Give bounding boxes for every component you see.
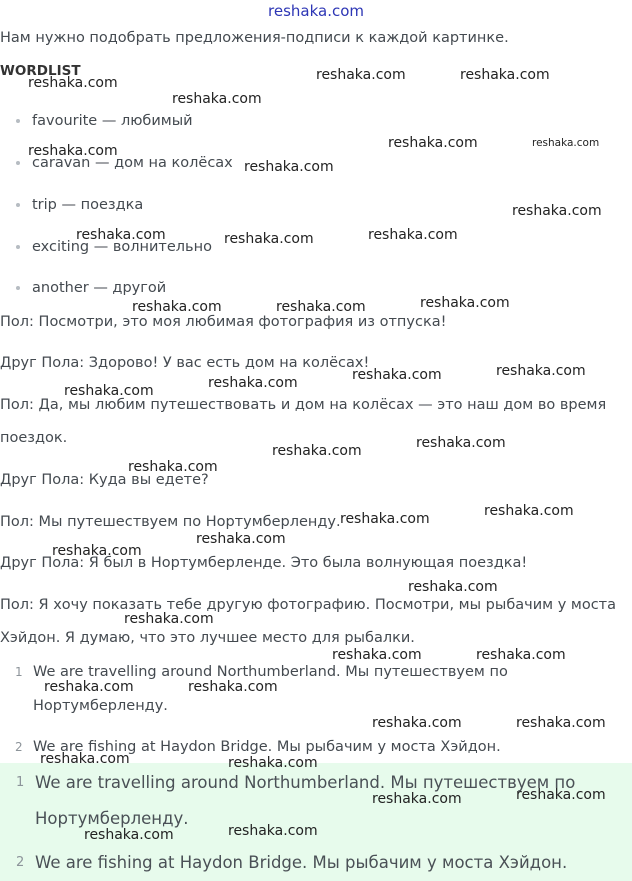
watermark: reshaka.com [188,679,278,695]
watermark: reshaka.com [172,91,262,107]
dialogue-line: Друг Пола: Здорово! У вас есть дом на колёсах! [0,355,370,371]
dialogue-line: Хэйдон. Я думаю, что это лучшее место для рыбалки. [0,630,415,646]
watermark: reshaka.com [420,295,510,311]
dialogue-line: Пол: Да, мы любим путешествовать и дом на колёсах — это наш дом во время [0,397,607,413]
watermark: reshaka.com [272,443,362,459]
watermark: reshaka.com [28,143,118,159]
dialogue-line: Друг Пола: Я был в Нортумберленде. Это была волнующая поездка! [0,555,528,571]
watermark: reshaka.com [132,299,222,315]
watermark: reshaka.com [408,579,498,595]
wordlist-item: another — другой [16,280,166,296]
watermark: reshaka.com [416,435,506,451]
watermark: reshaka.com [52,543,142,559]
watermark: reshaka.com [64,383,154,399]
watermark: reshaka.com [228,823,318,839]
wordlist-item: favourite — любимый [16,113,193,129]
dialogue-line: Друг Пола: Куда вы едете? [0,472,209,488]
bullet-icon [16,245,20,249]
watermark: reshaka.com [372,715,462,731]
highlighted-answer-item [0,845,632,881]
dialogue-line: поездок. [0,430,68,446]
watermark: reshaka.com [224,231,314,247]
site-header-link[interactable]: reshaka.com [268,2,364,20]
watermark: reshaka.com [208,375,298,391]
bullet-icon [16,286,20,290]
watermark: reshaka.com [512,203,602,219]
watermark: reshaka.com [84,827,174,843]
answer-text: We are fishing at Haydon Bridge. Мы рыбачим у моста Хэйдон. [33,739,501,755]
highlighted-answers-panel [0,763,632,881]
answer-text: We are travelling around Northumberland. Мы путешествуем по Нортумберленду. [35,773,576,828]
watermark: reshaka.com [368,227,458,243]
wordlist-item: trip — поездка [16,197,143,213]
bullet-icon [16,161,20,165]
watermark: reshaka.com [316,67,406,83]
wordlist-title: WORDLIST [0,63,81,79]
answer-number: 2 [16,855,25,870]
watermark: reshaka.com [276,299,366,315]
watermark: reshaka.com [76,227,166,243]
watermark: reshaka.com [496,363,586,379]
answer-text: We are travelling around Northumberland. Мы путешествуем по Нортумберленду. [33,664,508,714]
watermark: reshaka.com [532,137,600,149]
dialogue-line: Пол: Я хочу показать тебе другую фотографию. Посмотри, мы рыбачим у моста [0,597,616,613]
answer-number: 1 [16,775,25,790]
bullet-icon [16,203,20,207]
watermark: reshaka.com [340,511,430,527]
wordlist-item: caravan — дом на колёсах [16,155,233,171]
answer-text: We are fishing at Haydon Bridge. Мы рыбачим у моста Хэйдон. [35,853,568,872]
watermark: reshaka.com [44,679,134,695]
intro-text: Нам нужно подобрать предложения-подписи к каждой картинке. [0,30,509,46]
watermark: reshaka.com [372,791,462,807]
watermark: reshaka.com [460,67,550,83]
answer-number: 2 [15,740,23,754]
watermark: reshaka.com [244,159,334,175]
watermark: reshaka.com [332,647,422,663]
watermark: reshaka.com [196,531,286,547]
watermark: reshaka.com [516,715,606,731]
watermark: reshaka.com [484,503,574,519]
watermark: reshaka.com [228,755,318,771]
wordlist-item: exciting — волнительно [16,239,212,255]
watermark: reshaka.com [476,647,566,663]
answer-number: 1 [15,665,23,679]
dialogue-line: Пол: Посмотри, это моя любимая фотография из отпуска! [0,314,447,330]
watermark: reshaka.com [40,751,130,767]
dialogue-line: Пол: Мы путешествуем по Нортумберленду. [0,514,341,530]
watermark: reshaka.com [128,459,218,475]
watermark: reshaka.com [516,787,606,803]
watermark: reshaka.com [124,611,214,627]
bullet-icon [16,119,20,123]
watermark: reshaka.com [388,135,478,151]
watermark: reshaka.com [352,367,442,383]
watermark: reshaka.com [28,75,118,91]
